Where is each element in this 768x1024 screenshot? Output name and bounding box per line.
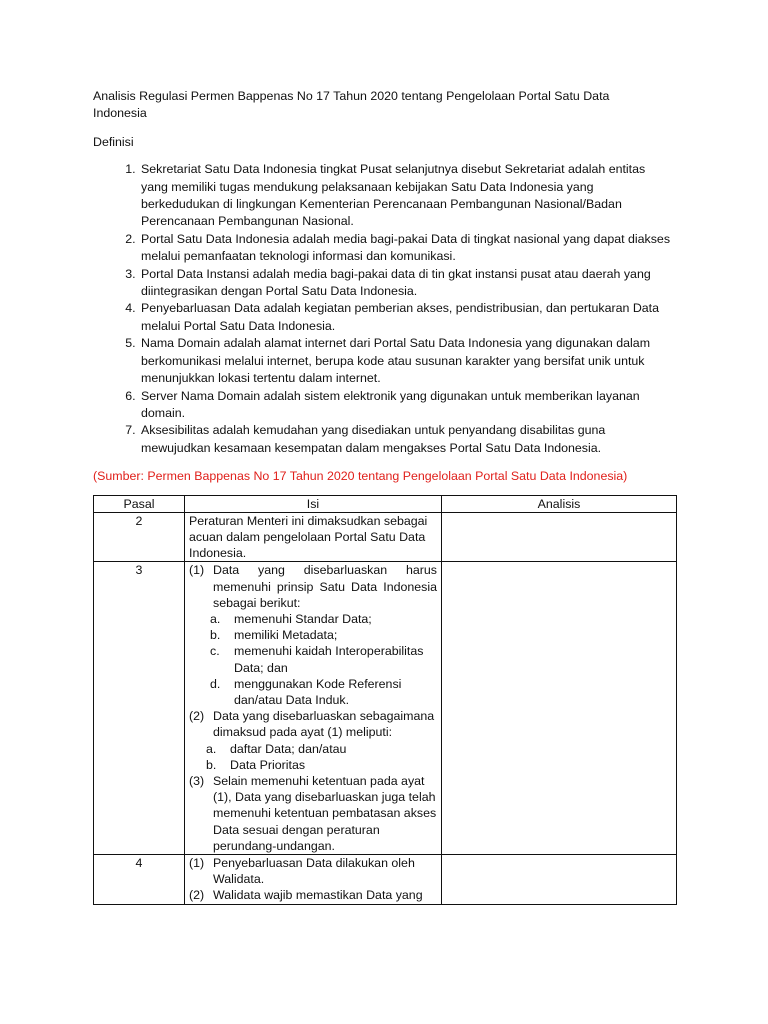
ayat-marker: (3) bbox=[189, 773, 205, 788]
sub-text: memenuhi kaidah Interoperabilitas Data; dan bbox=[234, 644, 424, 675]
ayat-marker: (1) bbox=[189, 856, 205, 870]
cell-isi bbox=[185, 855, 442, 905]
source-note: (Sumber: Permen Bappenas No 17 Tahun 2020 tentang Pengelolaan Portal Satu Data Indonesia) bbox=[93, 469, 628, 484]
ayat-marker: (1) bbox=[189, 563, 205, 578]
sub-marker: b. bbox=[210, 628, 221, 643]
sub-item bbox=[206, 741, 437, 757]
cell-isi: Peraturan Menteri ini dimaksudkan sebagai acuan dalam pengelolaan Portal Satu Data Indonesia. bbox=[185, 512, 442, 562]
cell-analisis bbox=[442, 562, 677, 855]
cell-pasal: 4 bbox=[94, 855, 185, 905]
definition-item: 1. Sekretariat Satu Data Indonesia tingkat Pusat selanjutnya disebut Sekretariat adalah entitas yang memiliki tugas mendukung pelaksanaan kebijakan Satu Data Indonesia yang berkedudukan di lingkungan Kementerian Perencanaan Pembangunan Nasional/Badan Perencanaan Pembangunan Nasional. bbox=[139, 161, 672, 231]
ayat-text: Penyebarluasan Data dilakukan oleh Walidata. bbox=[213, 856, 415, 887]
ayat-text: Selain memenuhi ketentuan pada ayat (1), Data yang disebarluaskan juga telah memenuhi ketentuan pembatasan akses Data sesuai dengan peraturan perundang-undangan. bbox=[213, 773, 437, 853]
sub-text: daftar Data; dan/atau bbox=[230, 741, 347, 756]
definition-item: 6. Server Nama Domain adalah sistem elektronik yang digunakan untuk memberikan layanan domain. bbox=[139, 388, 672, 423]
header-analisis: Analisis bbox=[442, 495, 677, 512]
definition-item: 4. Penyebarluasan Data adalah kegiatan pemberian akses, pendistribusian, dan pertukaran Data melalui Portal Satu Data Indonesia. bbox=[139, 300, 672, 335]
section-label-definisi: Definisi bbox=[93, 134, 134, 149]
definition-list bbox=[93, 161, 672, 457]
ayat-marker: (2) bbox=[189, 709, 205, 724]
analysis-table bbox=[93, 495, 677, 905]
sub-text: memiliki Metadata; bbox=[234, 628, 338, 643]
sub-item bbox=[210, 611, 437, 627]
cell-analisis bbox=[442, 855, 677, 905]
ayat-text: Data yang disebarluaskan harus memenuhi prinsip Satu Data Indonesia sebagai berikut: bbox=[213, 563, 437, 610]
ayat-item bbox=[189, 773, 437, 854]
definition-item: 2. Portal Satu Data Indonesia adalah media bagi-pakai Data di tingkat nasional yang dapat diakses melalui pemanfaatan teknologi informasi dan komunikasi. bbox=[139, 231, 672, 266]
definition-item: 7. Aksesibilitas adalah kemudahan yang disediakan untuk penyandang disabilitas guna mewujudkan kesamaan kesempatan dalam mengakses Portal Satu Data Indonesia. bbox=[139, 422, 672, 457]
header-isi: Isi bbox=[185, 495, 442, 512]
sub-marker: a. bbox=[206, 741, 217, 756]
sub-marker: d. bbox=[210, 676, 221, 691]
header-pasal: Pasal bbox=[94, 495, 185, 512]
sub-marker: b. bbox=[206, 757, 217, 772]
ayat-marker: (2) bbox=[189, 888, 205, 903]
definition-item: 5. Nama Domain adalah alamat internet dari Portal Satu Data Indonesia yang digunakan dalam berkomunikasi melalui internet, berupa kode atau susunan karakter yang bersifat unik untuk menunjukkan lokasi tertentu dalam internet. bbox=[139, 335, 672, 387]
document-title: Analisis Regulasi Permen Bappenas No 17 Tahun 2020 tentang Pengelolaan Portal Satu Data Indonesia bbox=[93, 89, 610, 121]
sub-item bbox=[210, 676, 437, 708]
cell-analisis bbox=[442, 512, 677, 562]
sub-marker: a. bbox=[210, 611, 221, 626]
ayat-text: Walidata wajib memastikan Data yang bbox=[213, 888, 423, 903]
ayat-item bbox=[189, 562, 437, 611]
sub-text: menggunakan Kode Referensi dan/atau Data Induk. bbox=[234, 676, 402, 707]
definition-item: 3. Portal Data Instansi adalah media bagi-pakai data di tin gkat instansi pusat atau daerah yang diintegrasikan dengan Portal Satu Data Indonesia. bbox=[139, 266, 672, 301]
sub-text: Data Prioritas bbox=[230, 757, 306, 772]
cell-pasal: 2 bbox=[94, 512, 185, 562]
ayat-item bbox=[189, 855, 437, 887]
sub-item bbox=[210, 643, 437, 675]
sub-text: memenuhi Standar Data; bbox=[234, 611, 372, 626]
table-row bbox=[94, 562, 677, 855]
ayat-text: Data yang disebarluaskan sebagaimana dimaksud pada ayat (1) meliputi: bbox=[213, 709, 435, 740]
ayat-item bbox=[189, 887, 437, 903]
ayat-item bbox=[189, 708, 437, 740]
table-row bbox=[94, 512, 677, 562]
cell-pasal: 3 bbox=[94, 562, 185, 855]
sub-marker: c. bbox=[210, 644, 220, 659]
table-header-row bbox=[94, 495, 677, 512]
sub-item bbox=[210, 627, 437, 643]
cell-isi bbox=[185, 562, 442, 855]
sub-item bbox=[206, 757, 437, 773]
table-row bbox=[94, 855, 677, 905]
document-page bbox=[93, 88, 678, 905]
